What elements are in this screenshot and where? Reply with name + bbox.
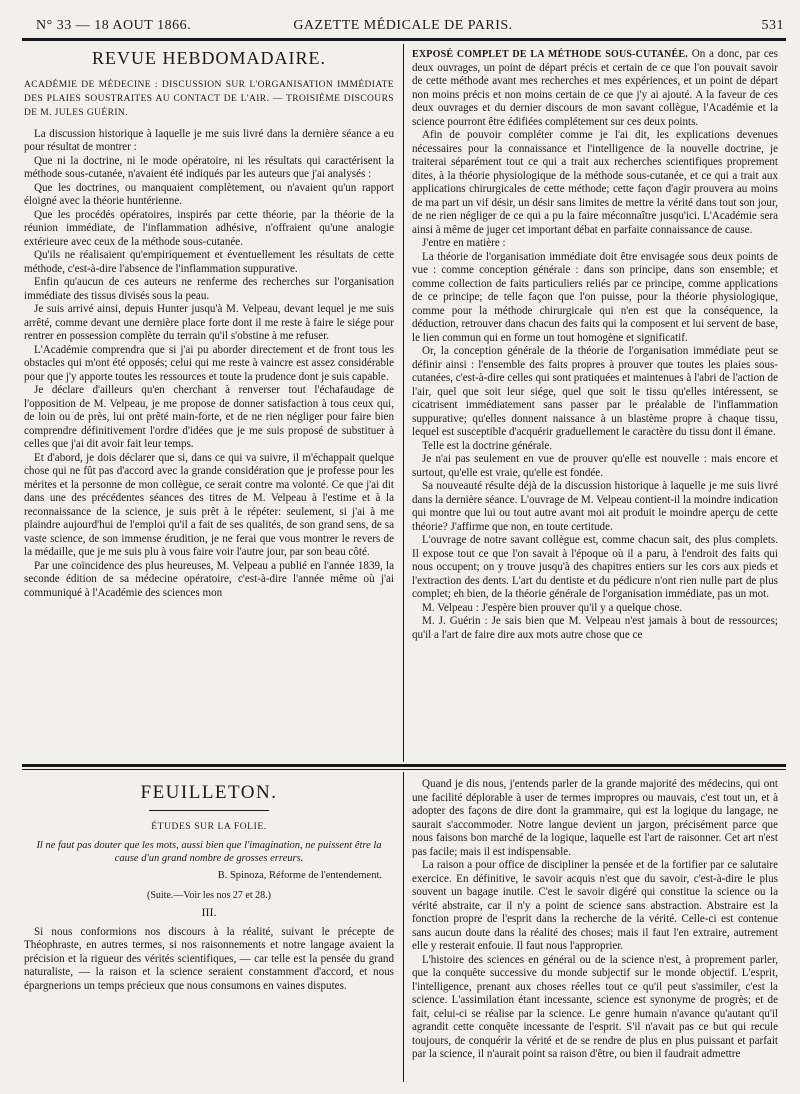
revue-paragraph: Et d'abord, je dois déclarer que si, dans ce qui va suivre, il m'échappait quelque chose qui ne fût pas d'accord avec la grande considération que je professe pour les mérites et la personne de mon collègue, ce serait contre ma volonté. Ce que j'ai dit dans une des précédentes séances des titres de M. Velpeau à l'estime et à la reconnaissance de la science, je suis prêt à le répéter: seulement, si j'ai à me plaindre aujourd'hui de l'emploi qu'il a fait de ses qualités, de son grand sens, de sa vaste science, de son immense érudition, je ne ferai que vous montrer le revers de la médaille, que je me suis plu à vous faire voir l'autre jour, par son beau côté. [24, 451, 394, 558]
revue-paragraph: La discussion historique à laquelle je me suis livré dans la dernière séance a eu pour résultat de montrer : [24, 127, 394, 153]
feuilleton-paragraph: L'histoire des sciences en général ou de la science n'est, à proprement parler, que la conquête successive du monde subjectif sur le monde objectif. L'esprit, l'intelligence, prenant aux choses réelles tout ce qu'il peut s'assimiler, c'est la science. L'assimilation étant incessante, science est synonyme de progrès; et de fait, celui-ci se réalise par la science. Le genre humain n'avance qu'autant qu'il agrandit cette conquête incessante de l'esprit. S'il n'avait pas ce but qui recule toujours, de conquérir la vérité et de se rendre de plus en plus puissant et parfait par la science, il n'aurait point sa raison d'être, ou bien il faudrait admettre [412, 953, 778, 1060]
revue-paragraph: L'Académie comprendra que si j'ai pu aborder directement et de front tous les obstacles qui m'ont été opposés; celui qui me reste à vaincre est assez considérable pour que j'y apporte toutes les ressources et toute la prudence dont je suis capable. [24, 343, 394, 383]
feuilleton-paragraph: Si nous conformions nos discours à la réalité, suivant le précepte de Théophraste, en autres termes, si nos raisonnements et notre langage avaient la précision et la rigueur des vérités scientifiques, — car telle est la pensée du grand naturaliste, — la raison et la science seraient constamment d'accord, et nous épargnerions un temps précieux que nous consumons en vaines disputes. [24, 925, 394, 992]
feuilleton-title: FEUILLETON. [140, 782, 278, 803]
journal-title: GAZETTE MÉDICALE DE PARIS. [293, 18, 513, 33]
revue-paragraph: Enfin qu'aucun de ces auteurs ne renferme des recherches sur l'organisation immédiate des tissus divisés sous la peau. [24, 276, 394, 302]
revue-paragraph: Que les procédés opératoires, inspirés par cette théorie, par la théorie de la réunion immédiate, de l'inflammation adhésive, n'offraient qu'une analogie extérieure avec ceux de la méthode sous-cutanée. [24, 208, 394, 248]
feuilleton-rule [22, 764, 786, 767]
revue-paragraph: Sa nouveauté résulte déjà de la discussion historique à laquelle je me suis livré dans la dernière séance. L'ouvrage de M. Velpeau contient-il la moindre indication qui montre que lui ou tout autre avant moi ait produit le moindre aperçu de cette théorie? J'affirme que non, en toute certitude. [412, 480, 778, 533]
revue-paragraph: La théorie de l'organisation immédiate doit être envisagée sous deux points de vue : comme conception générale : dans son principe, dans son ensemble; et comme collection de faits particuliers reliés par ce principe, comme applications de ce principe; de telle façon que l'on puisse, pour la théorie physiologique, comme pour la méthode chirurgicale qui n'en est que la conséquence, la déduction, retrouver dans chacun des faits qui la composent et lui servent de base, le lien commun qui en forme un tout homogène et significatif. [412, 250, 778, 344]
revue-paragraph: Que les doctrines, ou manquaient complètement, ou n'avaient qu'un rapport éloigné avec la théorie huntérienne. [24, 181, 394, 207]
revue-subtitle: ACADÉMIE DE MÉDECINE : DISCUSSION SUR L'ORGANISATION IMMÉDIATE DES PLAIES SOUSTRAITES AU CONTACT DE L'AIR. — TROISIÈME DISCOURS DE M. JULES GUÉRIN. [24, 79, 394, 118]
continuation-note: (Suite.—Voir les nos 27 et 28.) [147, 889, 271, 901]
revue-paragraph: On a donc, par ces deux ouvrages, un point de départ précis et certain de ce que l'on pouvait savoir de cette méthode avant mes recherches et mes expériences, et un point de départ non moins précis et non moins certain de ce que j'y ai ajouté. A la faveur de ces deux ouvrages et du dernier discours de mon savant collègue, l'Académie et la science pourront être édifiées complétement sur ces deux points. [412, 48, 778, 128]
section-number: III. [201, 905, 217, 919]
revue-left-column [24, 48, 394, 760]
feuilleton-rule-thin [22, 769, 786, 770]
revue-paragraph: Qu'ils ne réalisaient qu'empiriquement et éventuellement les résultats de cette méthode, c'est-à-dire l'absence de l'inflammation suppurative. [24, 249, 394, 275]
feuilleton-right-column [412, 778, 778, 1078]
revue-paragraph: Je n'ai pas seulement en vue de prouver qu'elle est nouvelle : mais encore et surtout, qu'elle est vraie, qu'elle est fondée. [412, 453, 778, 479]
revue-paragraph: Afin de pouvoir compléter comme je l'ai dit, les explications devenues nécessaires pour la connaissance et l'intelligence de la nouvelle doctrine, je traiterai séparément tout ce qui a trait aux recherches scientifiques proprement dites, à la théorie physiologique de la méthode sous-cutanée, et ce qui a trait aux applications chirurgicales de cette méthode; cette façon d'agir prouvera au moins de ma part un vif désir, un désir sans limites de mettre la vérité dans tout son jour, de ne rien négliger de ce qui a pu la faire méconnaître jusqu'ici. L'Académie sera ainsi à même de juger cet important débat en parfaite connaissance de cause. [412, 129, 778, 236]
title-divider [149, 810, 269, 811]
revue-paragraph: J'entre en matière : [422, 237, 506, 249]
method-heading: EXPOSÉ COMPLET DE LA MÉTHODE SOUS-CUTANÉE. [412, 49, 688, 60]
page-number: 531 [761, 18, 784, 33]
header-rule [22, 38, 786, 41]
revue-continuation [412, 48, 778, 129]
feuilleton-paragraph: Quand je dis nous, j'entends parler de la grande majorité des médecins, qui ont une facilité déplorable à user de termes impropres ou mauvais, c'est tout un, et à adopter des façons de dire dont la grammaire, qui est la logique du langage, ne saurait s'accommoder. Notre langue devient un jargon, précisément parce que nous faisons bon marché de la logique, laquelle est l'art de raisonner. Cet art n'est pas facile; mais il est indispensable. [412, 778, 778, 858]
feuilleton-subtitle: ÉTUDES SUR LA FOLIE. [151, 821, 267, 832]
revue-paragraph: Que ni la doctrine, ni le mode opératoire, ni les résultats qui caractérisent la méthode sous-cutanée, n'avaient été indiqués par les auteurs que j'ai analysés : [24, 154, 394, 180]
revue-right-column [412, 48, 778, 760]
revue-paragraph: Par une coïncidence des plus heureuses, M. Velpeau a publié en l'année 1839, la seconde édition de sa médecine opératoire, c'est-à-dire l'année même où j'ai communiqué à l'Académie des sciences mon [24, 559, 394, 599]
revue-paragraph: Telle est la doctrine générale. [422, 439, 553, 452]
revue-paragraph: M. J. Guérin : Je sais bien que M. Velpeau n'est jamais à bout de ressources; qu'il a l'art de faire dire aux mots autre chose que ce [412, 615, 778, 641]
column-divider-top [403, 44, 404, 762]
feuilleton-paragraph: La raison a pour office de discipliner la pensée et de la fortifier par ce salutaire exercice. En définitive, le savoir acquis n'est que du savoir, c'est-à-dire le plus souvent un bagage inutile. C'est le savoir digéré qui constitue la science ou la vérité abstraite, car il n'y a point de science sans abstraction. Abstraire est la fonction propre de l'esprit dans la recherche de la vérité. Celle-ci est contenue sans aucun doute dans la réalité des choses; mais il faut l'en extraire, autrement elle y resterait enfouie. Il faut nous l'approprier. [412, 859, 778, 952]
revue-paragraph: M. Velpeau : J'espère bien prouver qu'il y a quelque chose. [422, 601, 683, 614]
revue-paragraph: Je suis arrivé ainsi, depuis Hunter jusqu'à M. Velpeau, devant lequel je me suis arrêté, comme devant une dernière place forte dont il me reste à faire le siége pour rentrer en possession complète du terrain qu'il s'obstine à me refuser. [24, 303, 394, 342]
feuilleton-left-column [24, 778, 394, 1078]
issue-number: N° 33 — 18 AOUT 1866. [36, 18, 192, 33]
revue-paragraph: L'ouvrage de notre savant collègue est, comme chacun sait, des plus complets. Il expose tout ce que l'on savait à l'époque où il a paru, à l'endroit des faits qui nous occupent; on y trouve jusqu'à des chapitres entiers sur les cors aux pieds et l'extraction des dents. L'art du dentiste et du pédicure n'ont rien nulle part de plus complet; eh bien, de la théorie générale de l'organisation immédiate, pas un mot. [412, 534, 778, 600]
epigraph-source: B. Spinoza, Réforme de l'entendement. [217, 870, 382, 881]
page-header [22, 16, 784, 38]
revue-paragraph: Or, la conception générale de la théorie de l'organisation immédiate peut se définir ainsi : l'ensemble des faits propres à prouver que toutes les plaies sous-cutanées, c'est-à-dire celles qui sont pratiquées et maintenues à l'abri de l'action de l'air, quel que soit leur siége, quel que soit le tissu qu'elles intéressent, se cicatrisent immédiatement sans passer par le préalable de l'inflammation suppurative; qu'elles donnent naissance à un blastème propre à chaque tissu, lequel est susceptible d'acquérir graduellement le caractère du tissu dont il émane. [412, 345, 778, 438]
revue-paragraph: Je déclare d'ailleurs qu'en cherchant à renverser tout l'échafaudage de l'opposition de M. Velpeau, je me propose de donner satisfaction à tous ceux qui, de loin ou de près, lui ont prêté main-forte, et de ne rien négliger pour faire bien comprendre définitivement l'ordre d'idées que je me suis proposé de substituer à celles que j'ai dit avoir fait leur temps. [24, 384, 394, 450]
epigraph: Il ne faut pas douter que les mots, aussi bien que l'imagination, ne puissent être la cause d'un grand nombre de grosses erreurs. [36, 840, 382, 864]
revue-title: REVUE HEBDOMADAIRE. [92, 48, 326, 68]
column-divider-bottom [403, 772, 404, 1082]
